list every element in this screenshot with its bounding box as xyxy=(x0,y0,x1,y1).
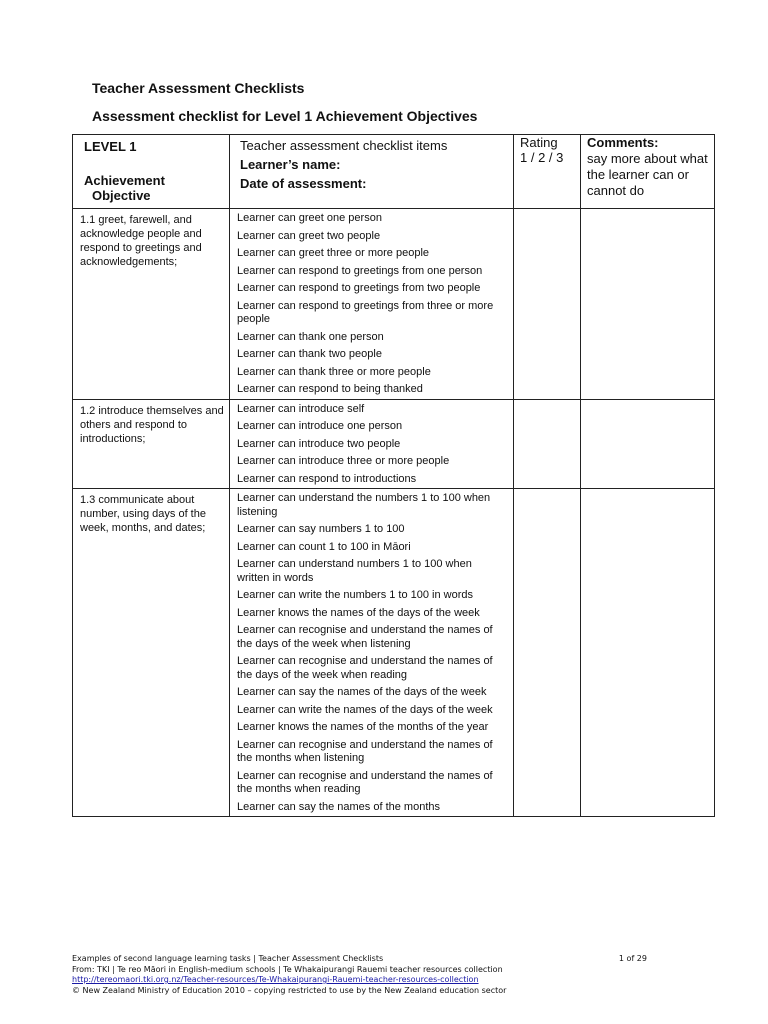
checklist-items-cell xyxy=(230,399,514,489)
table-row xyxy=(73,489,715,817)
checklist-item: Learner can recognise and understand the names of the days of the week when reading xyxy=(237,655,493,681)
rating-header-cell xyxy=(514,135,581,209)
rating-label: Rating xyxy=(520,135,558,150)
page-footer xyxy=(72,954,647,996)
checklist-item: Learner can thank one person xyxy=(237,330,384,343)
checklist-item: Learner can respond to greetings from three or more people xyxy=(237,299,494,325)
rating-cell[interactable] xyxy=(514,209,581,400)
rating-cell[interactable] xyxy=(514,489,581,817)
objective-label: Objective xyxy=(92,188,151,203)
table-row xyxy=(73,209,715,400)
checklist-item: Learner knows the names of the days of the week xyxy=(237,606,480,619)
level-header-cell xyxy=(73,135,230,209)
level-label: LEVEL 1 xyxy=(84,139,137,154)
checklist-item: Learner can introduce three or more people xyxy=(237,455,450,467)
comments-cell[interactable] xyxy=(581,399,715,489)
achievement-label: Achievement xyxy=(84,173,165,188)
date-of-assessment-label: Date of assessment: xyxy=(240,176,367,191)
assessment-checklist-table xyxy=(72,134,715,817)
comments-cell[interactable] xyxy=(581,489,715,817)
checklist-item: Learner can understand the numbers 1 to 100 when listening xyxy=(237,492,491,518)
footer-source-line: From: TKI | Te reo Māori in English-medium schools | Te Whakaipurangi Rauemi teacher resources collection xyxy=(72,964,503,974)
table-row xyxy=(73,399,715,489)
rating-cell[interactable] xyxy=(514,399,581,489)
checklist-item: Learner can understand numbers 1 to 100 when written in words xyxy=(237,558,472,584)
checklist-item: Learner can introduce two people xyxy=(237,437,401,450)
learner-name-label: Learner’s name: xyxy=(240,157,341,172)
footer-copyright: © New Zealand Ministry of Education 2010 – copying restricted to use by the New Zealand education sector xyxy=(72,985,507,995)
checklist-item: Learner can count 1 to 100 in Māori xyxy=(237,540,411,553)
objective-cell: 1.1 greet, farewell, and acknowledge people and respond to greetings and acknowledgements; xyxy=(73,209,230,400)
document-title: Teacher Assessment Checklists xyxy=(92,80,305,96)
comments-cell[interactable] xyxy=(581,209,715,400)
footer-series-line: Examples of second language learning tasks | Teacher Assessment Checklists xyxy=(72,954,384,963)
checklist-item: Learner can recognise and understand the names of the months when listening xyxy=(237,738,493,764)
checklist-item: Learner can thank three or more people xyxy=(237,365,431,378)
table-header-row xyxy=(73,135,715,209)
comments-header-cell xyxy=(581,135,715,209)
objective-cell: 1.2 introduce themselves and others and respond to introductions; xyxy=(73,399,230,489)
rating-scale: 1 / 2 / 3 xyxy=(520,150,564,165)
footer-url-link[interactable]: http://tereomaori.tki.org.nz/Teacher-resources/Te-Whakaipurangi-Rauemi-teacher-resources-collection xyxy=(72,975,479,984)
checklist-item: Learner can recognise and understand the names of the days of the week when listening xyxy=(237,624,493,650)
objective-cell: 1.3 communicate about number, using days of the week, months, and dates; xyxy=(73,489,230,817)
page-number: 1 of 29 xyxy=(618,954,647,963)
checklist-item: Learner can thank two people xyxy=(237,348,382,360)
checklist-item: Learner knows the names of the months of the year xyxy=(237,721,489,733)
checklist-item: Learner can greet one person xyxy=(237,212,382,224)
checklist-item: Learner can respond to introductions xyxy=(237,472,417,485)
checklist-item: Learner can recognise and understand the names of the months when reading xyxy=(237,769,493,795)
checklist-item: Learner can write the numbers 1 to 100 in words xyxy=(237,589,474,601)
comments-hint: say more about what the learner can or cannot do xyxy=(587,151,708,198)
checklist-item: Learner can say numbers 1 to 100 xyxy=(237,523,405,535)
checklist-item: Learner can respond to greetings from one person xyxy=(237,264,483,277)
checklist-items-cell xyxy=(230,489,514,817)
checklist-item: Learner can greet three or more people xyxy=(237,247,430,259)
checklist-items-cell xyxy=(230,209,514,400)
checklist-item: Learner can say the names of the months xyxy=(237,800,441,813)
checklist-item: Learner can write the names of the days of the week xyxy=(237,703,493,716)
items-header-label: Teacher assessment checklist items xyxy=(240,138,448,153)
comments-label: Comments: xyxy=(587,135,659,150)
checklist-item: Learner can say the names of the days of the week xyxy=(237,686,487,698)
checklist-item: Learner can respond to being thanked xyxy=(237,383,423,395)
checklist-item: Learner can introduce self xyxy=(237,402,365,415)
checklist-item: Learner can introduce one person xyxy=(237,420,403,432)
document-subtitle: Assessment checklist for Level 1 Achievement Objectives xyxy=(92,108,478,124)
checklist-item: Learner can respond to greetings from two people xyxy=(237,282,481,294)
items-header-cell xyxy=(230,135,514,209)
checklist-item: Learner can greet two people xyxy=(237,229,381,242)
